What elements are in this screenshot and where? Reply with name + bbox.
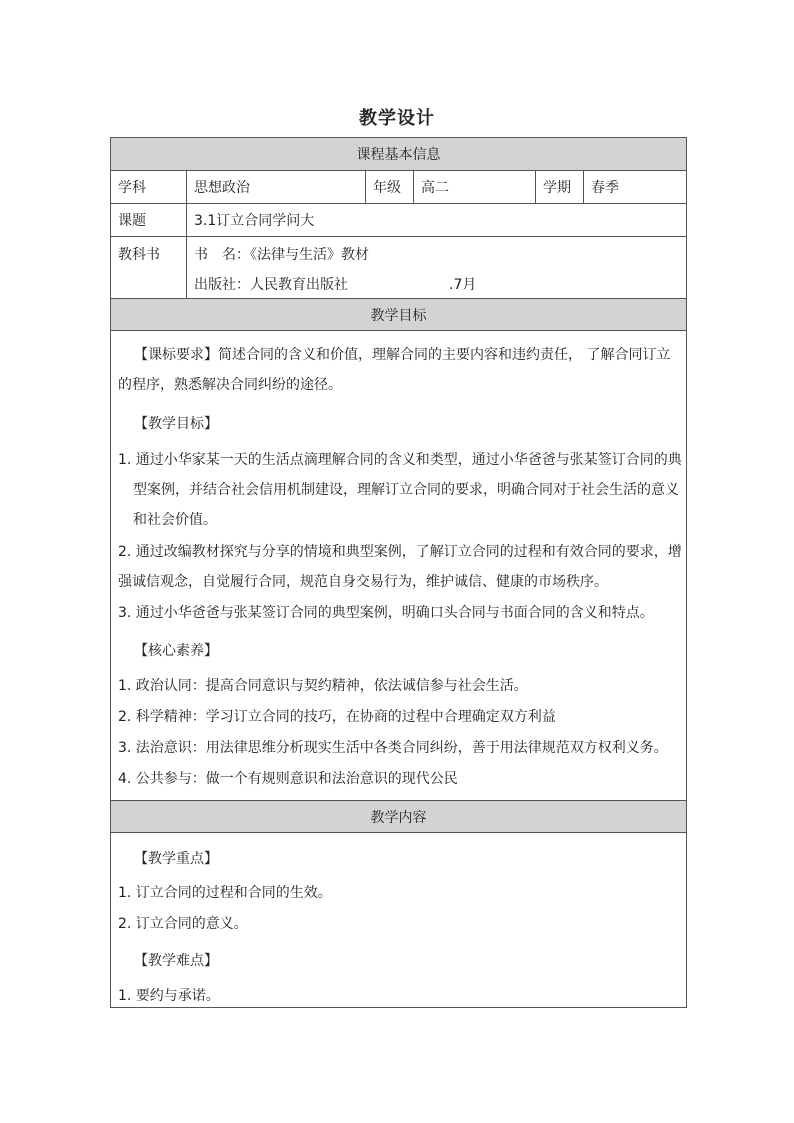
literacy-line: 3. 法治意识：用法律思维分析现实生活中各类合同纠纷，善于用法律规范双方权利义务。	[118, 740, 668, 756]
basic-info-header	[111, 138, 686, 170]
textbook-label: 教科书	[118, 247, 160, 263]
standard-line: 的程序，熟悉解决合同纠纷的途径。	[118, 377, 342, 393]
goal-line: 3. 通过小华爸爸与张某签订合同的典型案例，明确口头合同与书面合同的含义和特点。	[118, 605, 654, 621]
publish-date: .7月	[449, 277, 477, 293]
book-line: 书 名：《法律与生活》教材	[194, 247, 369, 263]
goal-line: 1. 通过小华家某一天的生活点滴理解合同的含义和类型，通过小华爸爸与张某签订合同的典	[118, 452, 682, 468]
basic-info-header-label: 课程基本信息	[356, 147, 441, 163]
textbook-info	[186, 237, 686, 298]
standard-line: 【课标要求】简述合同的含义和价值，理解合同的主要内容和违约责任， 了解合同订立	[134, 347, 671, 363]
difficult-point-line: 1. 要约与承诺。	[118, 988, 220, 1004]
literacy-title: 【核心素养】	[134, 643, 218, 659]
objectives-header-label: 教学目标	[370, 307, 427, 324]
subject-row	[111, 170, 686, 203]
goals-title: 【教学目标】	[134, 416, 218, 432]
textbook-row	[111, 236, 686, 298]
goal-line: 2. 通过改编教材探究与分享的情境和典型案例，了解订立合同的过程和有效合同的要求，增	[118, 544, 682, 560]
content-header-label: 教学内容	[370, 809, 427, 826]
grade-value: 高二	[413, 171, 535, 203]
subject-label: 学科	[118, 180, 146, 196]
lesson-value: 3.1订立合同学问大	[186, 204, 686, 236]
key-point-line: 2. 订立合同的意义。	[118, 916, 248, 932]
goal-line: 强诚信观念，自觉履行合同，规范自身交易行为，维护诚信、健康的市场秩序。	[118, 574, 608, 590]
key-points-title: 【教学重点】	[134, 851, 218, 867]
content-header	[111, 800, 686, 832]
goal-line: 型案例，并结合社会信用机制建设，理解订立合同的要求，明确合同对于社会生活的意义	[133, 482, 679, 498]
key-point-line: 1. 订立合同的过程和合同的生效。	[118, 885, 332, 901]
objectives-header	[111, 298, 686, 330]
content-body	[111, 832, 686, 1007]
grade-label: 年级	[365, 171, 413, 203]
literacy-line: 2. 科学精神：学习订立合同的技巧，在协商的过程中合理确定双方利益	[118, 709, 556, 725]
publisher-line: 出版社：人民教育出版社	[194, 277, 348, 293]
difficult-points-title: 【教学难点】	[134, 953, 218, 969]
lesson-row	[111, 203, 686, 236]
subject-value: 思想政治	[186, 171, 365, 203]
literacy-line: 1. 政治认同：提高合同意识与契约精神，依法诚信参与社会生活。	[118, 678, 528, 694]
literacy-line: 4. 公共参与：做一个有规则意识和法治意识的现代公民	[118, 771, 458, 787]
term-label: 学期	[535, 171, 583, 203]
term-value: 春季	[583, 171, 686, 203]
objectives-body	[111, 330, 686, 800]
lesson-plan-table	[110, 137, 687, 1008]
lesson-label: 课题	[118, 213, 146, 229]
goal-line: 和社会价值。	[133, 512, 217, 528]
document-title: 教学设计	[359, 108, 435, 129]
